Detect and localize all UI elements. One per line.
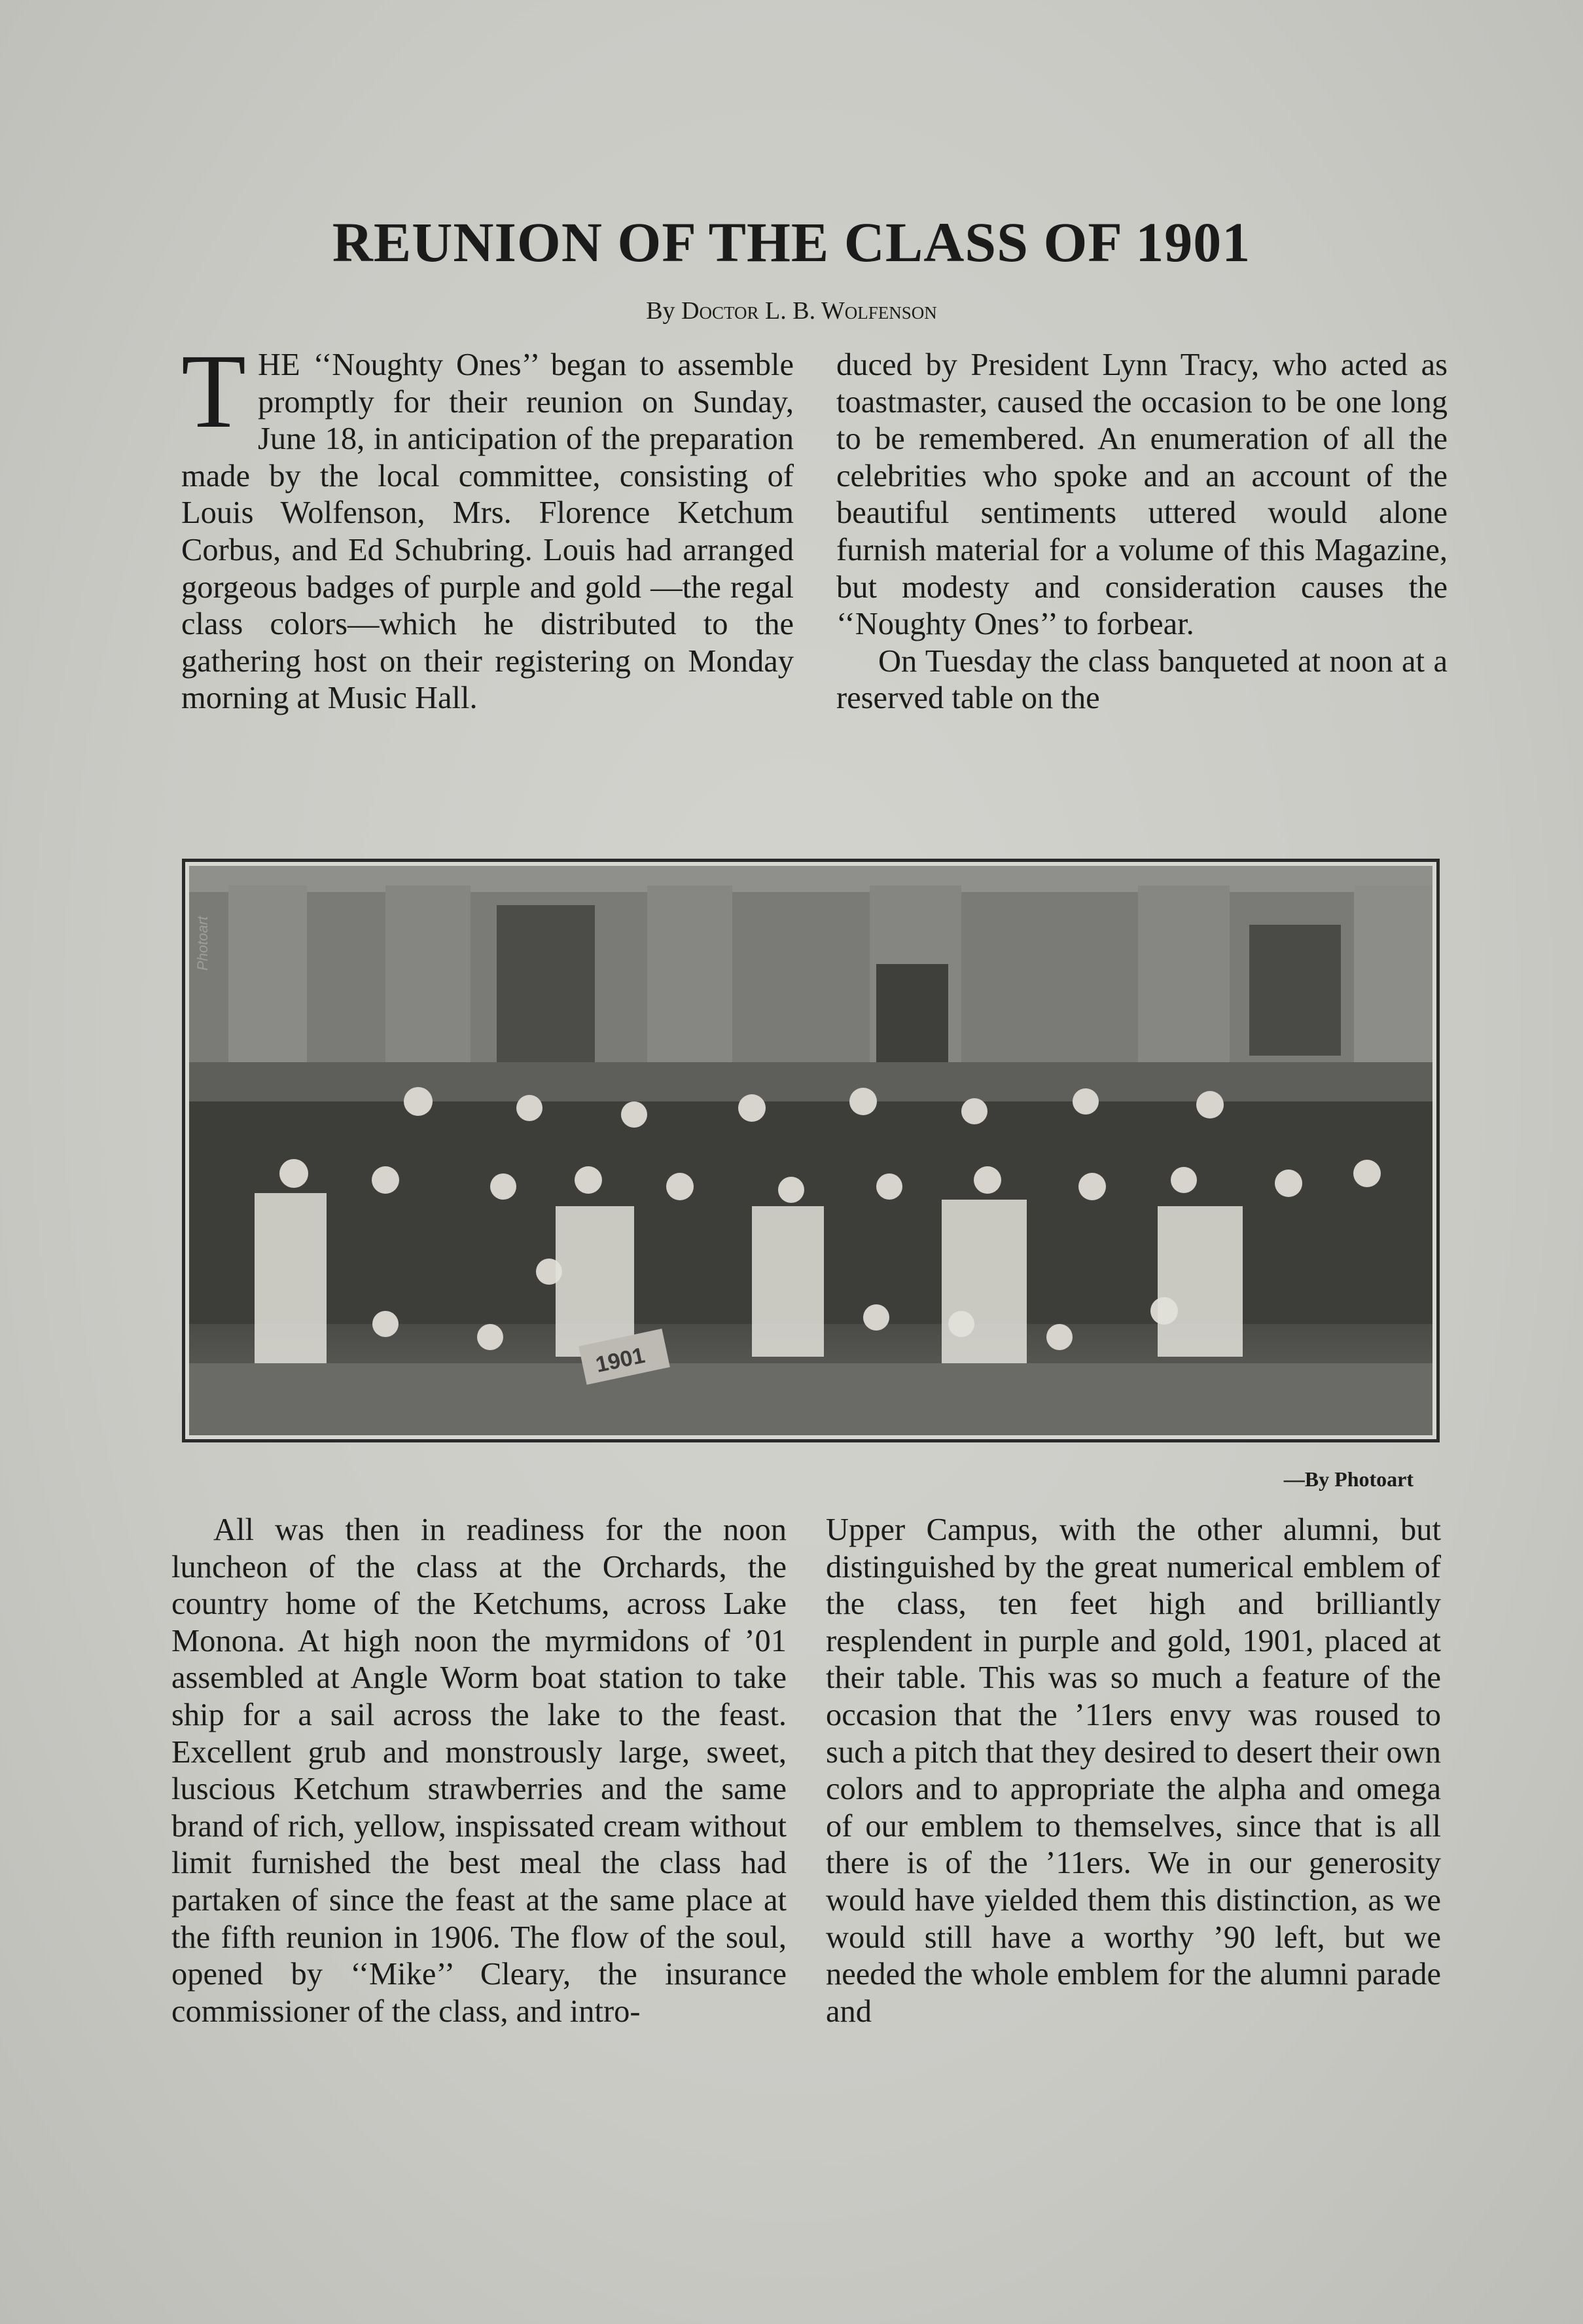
byline-prefix: By: [646, 297, 675, 325]
article-title: REUNION OF THE CLASS OF 1901: [332, 211, 1251, 274]
photo-watermark: Photoart: [194, 916, 211, 971]
byline: [0, 295, 1583, 327]
opening-paragraph-text: HE ‘‘Noughty Ones’’ began to assemble promptly for their reunion on Sunday, June 18, in anticipation of the preparation made by the local committee, consisting of Louis Wolfenson, Mrs. Florence Ketchum Corbus, and Ed Schubring. Louis had arranged gorgeous badges of purple and gold —the regal class colors—which he distributed to the gathering host on their registering on Monday morning at Music Hall.: [181, 348, 794, 716]
paragraph-upper-campus: Upper Campus, with the other alumni, but distinguished by the great numerical emblem of the class, ten feet high and brilliantly resplendent in purple and gold, 1901, placed at their table. This was so much a feature of the occasion that the ’11ers envy was roused to such a pitch that they desired to desert their own colors and to appropriate the alpha and omega of our emblem to themselves, since that is all there is of the ’11ers. We in our generosity would have yielded them this distinction, as we would still have a worthy ’90 left, but we needed the whole emblem for the alumni parade and: [826, 1512, 1441, 2029]
byline-author: Doctor L. B. Wolfenson: [681, 297, 937, 325]
column-top-right: [836, 347, 1448, 717]
paragraph-luncheon: All was then in readiness for the noon luncheon of the class at the Orchards, the country home of the Ketchums, across Lake Monona. At high noon the myrmidons of ’01 assembled at Angle Worm boat station to take ship for a sail across the lake to the feast. Excellent grub and monstrously large, sweet, luscious Ketchum strawberries and the same brand of rich, yellow, inspissated cream without limit furnished the best meal the class had partaken of since the feast at the same place at the fifth reunion in 1906. The flow of the soul, opened by ‘‘Mike’’ Cleary, the insurance commissioner of the class, and intro-: [171, 1512, 787, 2029]
column-top-left: [181, 333, 794, 717]
class-reunion-photo: [189, 866, 1432, 1435]
drop-cap: T: [181, 333, 246, 450]
column-bottom-left: [171, 1512, 787, 2030]
column-bottom-right: [826, 1512, 1441, 2030]
paragraph-banquet-toast: duced by President Lynn Tracy, who acted as toastmaster, caused the occasion to be one long to be remembered. An enumeration of all the celebrities who spoke and an account of the beautiful sentiments uttered would alone furnish material for a volume of this Magazine, but modesty and consideration causes the ‘‘Noughty Ones’’ to forbear.: [836, 348, 1448, 642]
class-photo-frame: [182, 859, 1440, 1442]
class-photo-illustration: [189, 866, 1432, 1434]
photo-banner-text: 1901: [593, 1342, 647, 1378]
photo-credit: —By Photoart: [1283, 1467, 1414, 1491]
paragraph-tuesday-banquet: On Tuesday the class banqueted at noon at a reserved table on the: [836, 643, 1448, 716]
opening-paragraph: [181, 333, 794, 717]
